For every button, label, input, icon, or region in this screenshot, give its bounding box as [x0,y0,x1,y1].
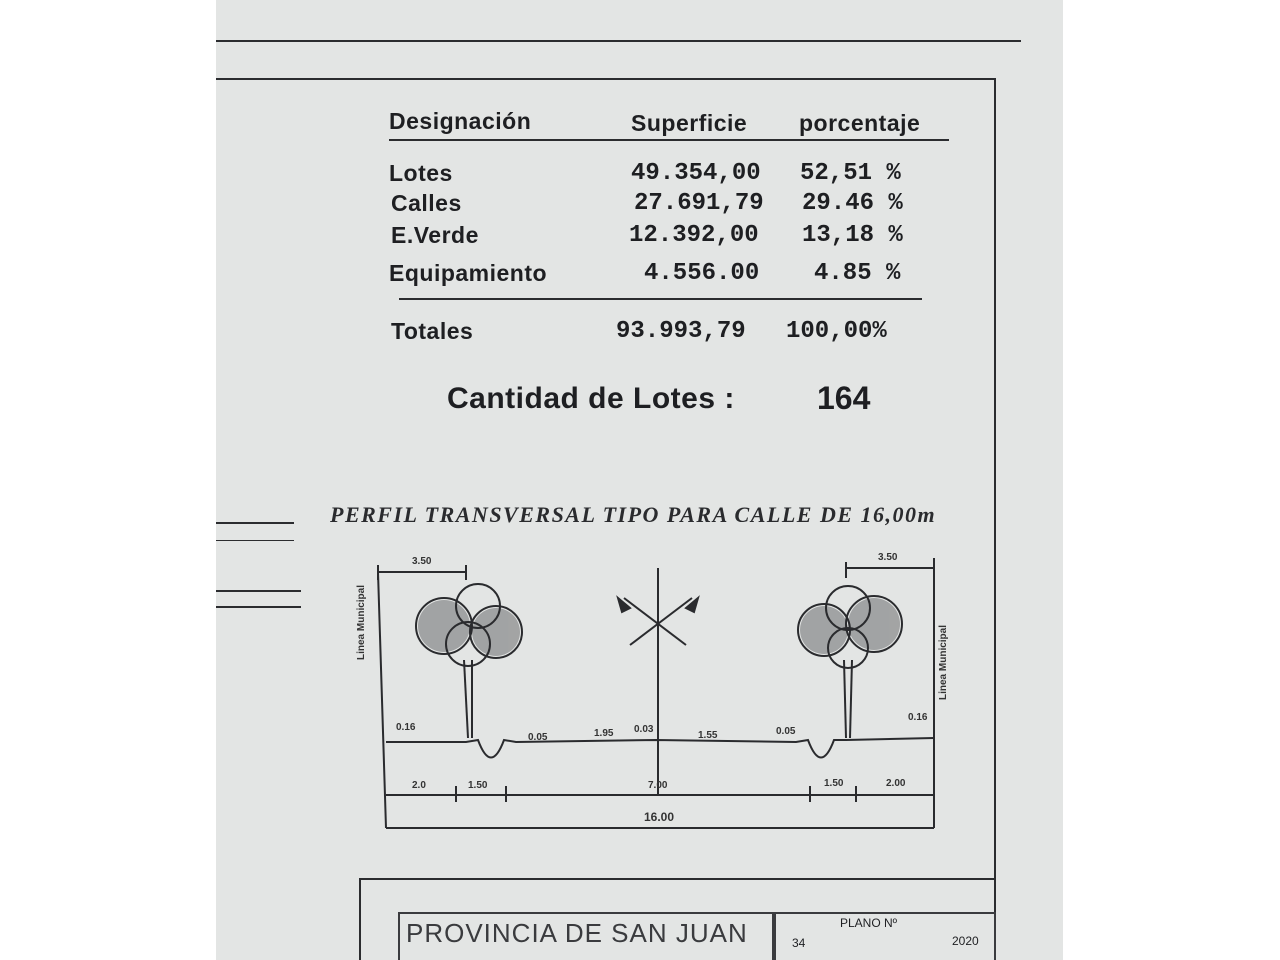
row-name: E.Verde [391,222,479,248]
dim-bottom: 2.0 [412,780,426,791]
header-designacion: Designación [389,108,532,134]
header-porcentaje: porcentaje [799,110,921,136]
dim-slope: 0.03 [634,724,654,735]
dim-total: 16.00 [644,810,675,824]
row-porcentaje: 52,51 % [800,160,901,187]
dim-bottom: 7.00 [648,780,668,791]
row-name: Equipamiento [389,260,548,286]
totals-label: Totales [391,318,474,344]
plano-box [774,912,996,960]
dim-slope: 0.16 [396,722,416,733]
row-superficie: 49.354,00 [631,160,761,187]
cantidad-label: Cantidad de Lotes : [447,382,735,415]
dim-top-left: 3.50 [412,556,432,567]
dim-bottom: 2.00 [886,778,906,789]
provincia-box [398,912,774,960]
totals-porcentaje: 100,00% [786,318,887,345]
row-porcentaje: 13,18 % [802,222,903,249]
plano-label: PLANO Nº [840,916,898,930]
dim-slope: 1.55 [698,730,718,741]
titleblock-left [359,878,361,960]
row-superficie: 12.392,00 [629,222,759,249]
dim-right-vertical: Linea Municipal [938,624,949,700]
provincia-label: PROVINCIA DE SAN JUAN [406,918,748,948]
row-superficie: 4.556.00 [644,260,760,287]
profile-title: PERFIL TRANSVERSAL TIPO PARA CALLE DE 16,00m [330,502,937,527]
dim-slope: 0.05 [528,732,548,743]
dim-slope: 1.95 [594,728,614,739]
plano-year: 2020 [952,934,979,948]
dim-left-vertical: Linea Municipal [356,584,367,660]
row-porcentaje: 4.85 % [814,260,901,287]
row-porcentaje: 29.46 % [802,190,903,217]
row-name: Lotes [389,160,453,186]
cantidad-value: 164 [817,380,871,416]
dim-bottom: 1.50 [824,778,844,789]
document-page [216,0,1063,960]
dim-bottom: 1.50 [468,780,488,791]
header-superficie: Superficie [631,110,748,136]
dim-top-right: 3.50 [878,552,898,563]
dim-slope: 0.05 [776,726,796,737]
totals-superficie: 93.993,79 [616,318,746,345]
plano-code: 34 [792,936,806,950]
dim-slope: 0.16 [908,712,928,723]
titleblock-top [359,878,995,880]
cross-section-drawing [216,0,1063,960]
row-name: Calles [391,190,462,216]
row-superficie: 27.691,79 [634,190,764,217]
